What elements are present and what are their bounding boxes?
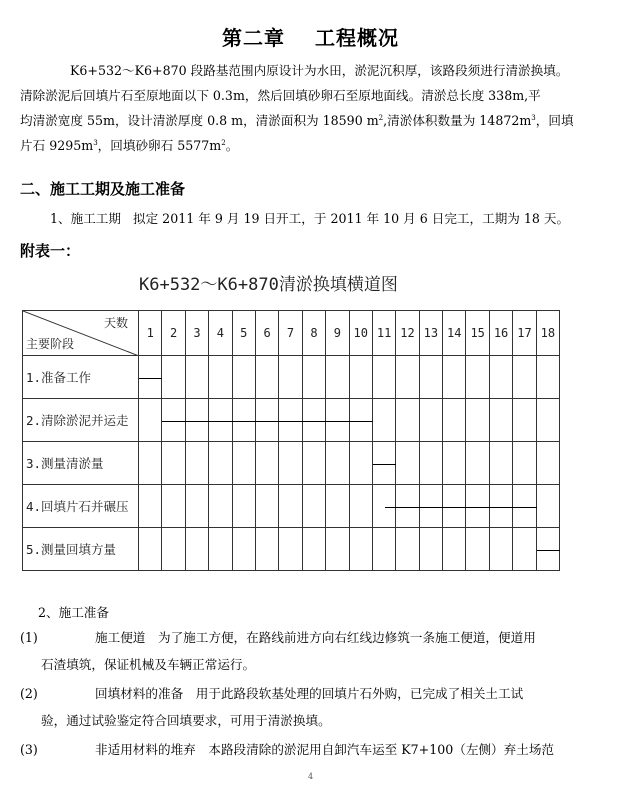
prep-item-3 xyxy=(20,736,610,763)
superscript: 3 xyxy=(531,113,536,122)
day-cell xyxy=(302,485,325,528)
superscript: 2 xyxy=(221,138,226,147)
day-cell xyxy=(255,399,278,442)
day-cell xyxy=(489,485,512,528)
day-cell xyxy=(419,442,442,485)
gantt-row xyxy=(23,399,560,442)
day-cell xyxy=(255,485,278,528)
day-cell xyxy=(185,399,208,442)
chapter-title xyxy=(0,22,621,51)
period-text: 拟定 2011 年 9 月 19 日开工，于 2011 年 10 月 6 日完工，工期为 18 天。 xyxy=(132,211,570,226)
day-header: 4 xyxy=(209,311,232,356)
day-cell xyxy=(419,528,442,571)
day-cell xyxy=(326,399,349,442)
gantt-corner-cell xyxy=(23,311,139,356)
day-cell xyxy=(185,442,208,485)
corner-days-label: 天数 xyxy=(103,316,128,330)
day-cell xyxy=(396,356,419,399)
day-cell xyxy=(372,442,395,485)
day-cell xyxy=(466,399,489,442)
task-label: 3.测量清淤量 xyxy=(23,442,139,485)
day-cell xyxy=(162,442,185,485)
day-cell xyxy=(302,356,325,399)
overview-line-3b: ,清淤体积数量为 14872m xyxy=(383,113,532,128)
day-cell xyxy=(372,399,395,442)
item-line-1: 施工便道 为了施工方便，在路线前进方向右红线边修筑一条施工便道，便道用 xyxy=(95,630,536,645)
chapter-name: 工程概况 xyxy=(315,26,399,50)
day-cell xyxy=(162,528,185,571)
day-header: 2 xyxy=(162,311,185,356)
day-cell xyxy=(185,356,208,399)
page-number: 4 xyxy=(307,772,314,781)
day-cell xyxy=(489,442,512,485)
day-cell xyxy=(139,442,162,485)
day-cell xyxy=(279,399,302,442)
day-cell xyxy=(419,399,442,442)
day-cell xyxy=(209,399,232,442)
day-cell xyxy=(185,528,208,571)
day-cell xyxy=(232,442,255,485)
overview-paragraph xyxy=(20,58,603,158)
day-cell xyxy=(255,528,278,571)
task-bar xyxy=(139,378,162,379)
gantt-row xyxy=(23,442,560,485)
prep-item-2 xyxy=(20,680,610,734)
day-cell xyxy=(372,356,395,399)
overview-line-3c: ，回填 xyxy=(535,113,574,128)
day-cell xyxy=(536,399,559,442)
day-header: 16 xyxy=(489,311,512,356)
item-line-2: 验，通过试验鉴定符合回填要求，可用于清淤换填。 xyxy=(41,713,331,728)
day-cell xyxy=(302,528,325,571)
day-header: 5 xyxy=(232,311,255,356)
day-cell xyxy=(466,442,489,485)
day-cell xyxy=(513,356,536,399)
item-number: (1) xyxy=(20,630,38,645)
day-header: 14 xyxy=(443,311,466,356)
overview-line-4a: 片石 9295m xyxy=(20,138,94,153)
day-cell xyxy=(349,442,372,485)
corner-stage-label: 主要阶段 xyxy=(26,337,75,351)
day-cell xyxy=(279,485,302,528)
day-cell xyxy=(326,356,349,399)
day-cell xyxy=(162,356,185,399)
day-cell xyxy=(372,528,395,571)
day-cell xyxy=(349,356,372,399)
period-label: 1、施工工期 xyxy=(50,211,121,226)
day-cell xyxy=(489,528,512,571)
day-cell xyxy=(162,399,185,442)
day-cell xyxy=(443,356,466,399)
day-header: 15 xyxy=(466,311,489,356)
section2-heading: 2、施工准备 xyxy=(38,605,109,620)
superscript: 2 xyxy=(378,113,384,122)
day-cell xyxy=(443,528,466,571)
day-cell xyxy=(209,528,232,571)
item-number: (3) xyxy=(20,742,38,757)
gantt-row xyxy=(23,528,560,571)
day-cell xyxy=(466,485,489,528)
day-cell xyxy=(326,442,349,485)
day-cell xyxy=(396,485,419,528)
day-cell xyxy=(209,485,232,528)
overview-line-2: 清除淤泥后回填片石至原地面以下 0.3m，然后回填砂卵石至原地面线。清淤总长度 338m,平 xyxy=(20,88,541,103)
overview-line-1: K6+532～K6+870 段路基范围内原设计为水田，淤泥沉积厚，该路段须进行清淤换填。 xyxy=(70,63,569,78)
attachment-label: 附表一： xyxy=(20,242,81,260)
day-cell xyxy=(139,356,162,399)
day-cell xyxy=(139,528,162,571)
day-cell xyxy=(466,528,489,571)
overview-line-3a: 均清淤宽度 55m，设计清淤厚度 0.8 m，清淤面积为 18590 m xyxy=(20,113,379,128)
overview-line-4c: 。 xyxy=(225,138,239,153)
day-cell xyxy=(302,442,325,485)
day-cell xyxy=(489,399,512,442)
day-cell xyxy=(279,442,302,485)
gantt-title: K6+532～K6+870清淤换填横道图 xyxy=(139,275,398,295)
prep-item-1 xyxy=(20,624,610,678)
day-header: 13 xyxy=(419,311,442,356)
gantt-row xyxy=(23,485,560,528)
day-cell xyxy=(536,356,559,399)
day-cell xyxy=(232,528,255,571)
day-cell xyxy=(372,485,395,528)
day-cell xyxy=(396,528,419,571)
day-header: 18 xyxy=(536,311,559,356)
task-label: 1.准备工作 xyxy=(23,356,139,399)
chapter-number: 第二章 xyxy=(222,26,285,50)
day-cell xyxy=(209,442,232,485)
day-cell xyxy=(513,528,536,571)
day-header: 8 xyxy=(302,311,325,356)
day-cell xyxy=(232,485,255,528)
day-header: 6 xyxy=(255,311,278,356)
day-cell xyxy=(255,442,278,485)
item-line-1: 非适用材料的堆弃 本路段清除的淤泥用自卸汽车运至 K7+100（左侧）弃土场范 xyxy=(95,742,555,757)
day-cell xyxy=(139,399,162,442)
day-cell xyxy=(232,356,255,399)
day-cell xyxy=(139,485,162,528)
day-cell xyxy=(419,485,442,528)
day-cell xyxy=(396,399,419,442)
day-header: 9 xyxy=(326,311,349,356)
day-cell xyxy=(396,442,419,485)
item-number: (2) xyxy=(20,686,38,701)
day-header: 12 xyxy=(396,311,419,356)
day-header: 7 xyxy=(279,311,302,356)
day-cell xyxy=(162,485,185,528)
day-cell xyxy=(279,356,302,399)
day-cell xyxy=(255,356,278,399)
overview-line-4b: ，回填砂卵石 5577m xyxy=(97,138,222,153)
day-cell xyxy=(466,356,489,399)
section-heading: 二、施工工期及施工准备 xyxy=(20,180,186,198)
day-cell xyxy=(302,399,325,442)
day-cell xyxy=(326,485,349,528)
gantt-row xyxy=(23,356,560,399)
day-cell xyxy=(185,485,208,528)
day-cell xyxy=(349,528,372,571)
day-cell xyxy=(443,442,466,485)
gantt-table xyxy=(22,310,560,571)
day-cell xyxy=(536,528,559,571)
day-cell xyxy=(443,399,466,442)
day-cell xyxy=(419,356,442,399)
day-header: 3 xyxy=(185,311,208,356)
task-label: 4.回填片石并碾压 xyxy=(23,485,139,528)
day-cell xyxy=(443,485,466,528)
day-cell xyxy=(326,528,349,571)
day-cell xyxy=(209,356,232,399)
task-label: 2.清除淤泥并运走 xyxy=(23,399,139,442)
day-header: 17 xyxy=(513,311,536,356)
day-cell xyxy=(536,485,559,528)
task-label: 5.测量回填方量 xyxy=(23,528,139,571)
day-cell xyxy=(513,442,536,485)
superscript: 3 xyxy=(93,138,98,147)
day-cell xyxy=(279,528,302,571)
day-cell xyxy=(349,485,372,528)
item-line-2: 石渣填筑，保证机械及车辆正常运行。 xyxy=(41,657,256,672)
day-cell xyxy=(489,356,512,399)
day-cell xyxy=(513,485,536,528)
day-header: 11 xyxy=(372,311,395,356)
day-header: 10 xyxy=(349,311,372,356)
day-header: 1 xyxy=(139,311,162,356)
construction-period xyxy=(50,208,569,227)
item-line-1: 回填材料的准备 用于此路段软基处理的回填片石外购，已完成了相关土工试 xyxy=(95,686,524,701)
day-cell xyxy=(536,442,559,485)
day-cell xyxy=(349,399,372,442)
day-cell xyxy=(232,399,255,442)
day-cell xyxy=(513,399,536,442)
